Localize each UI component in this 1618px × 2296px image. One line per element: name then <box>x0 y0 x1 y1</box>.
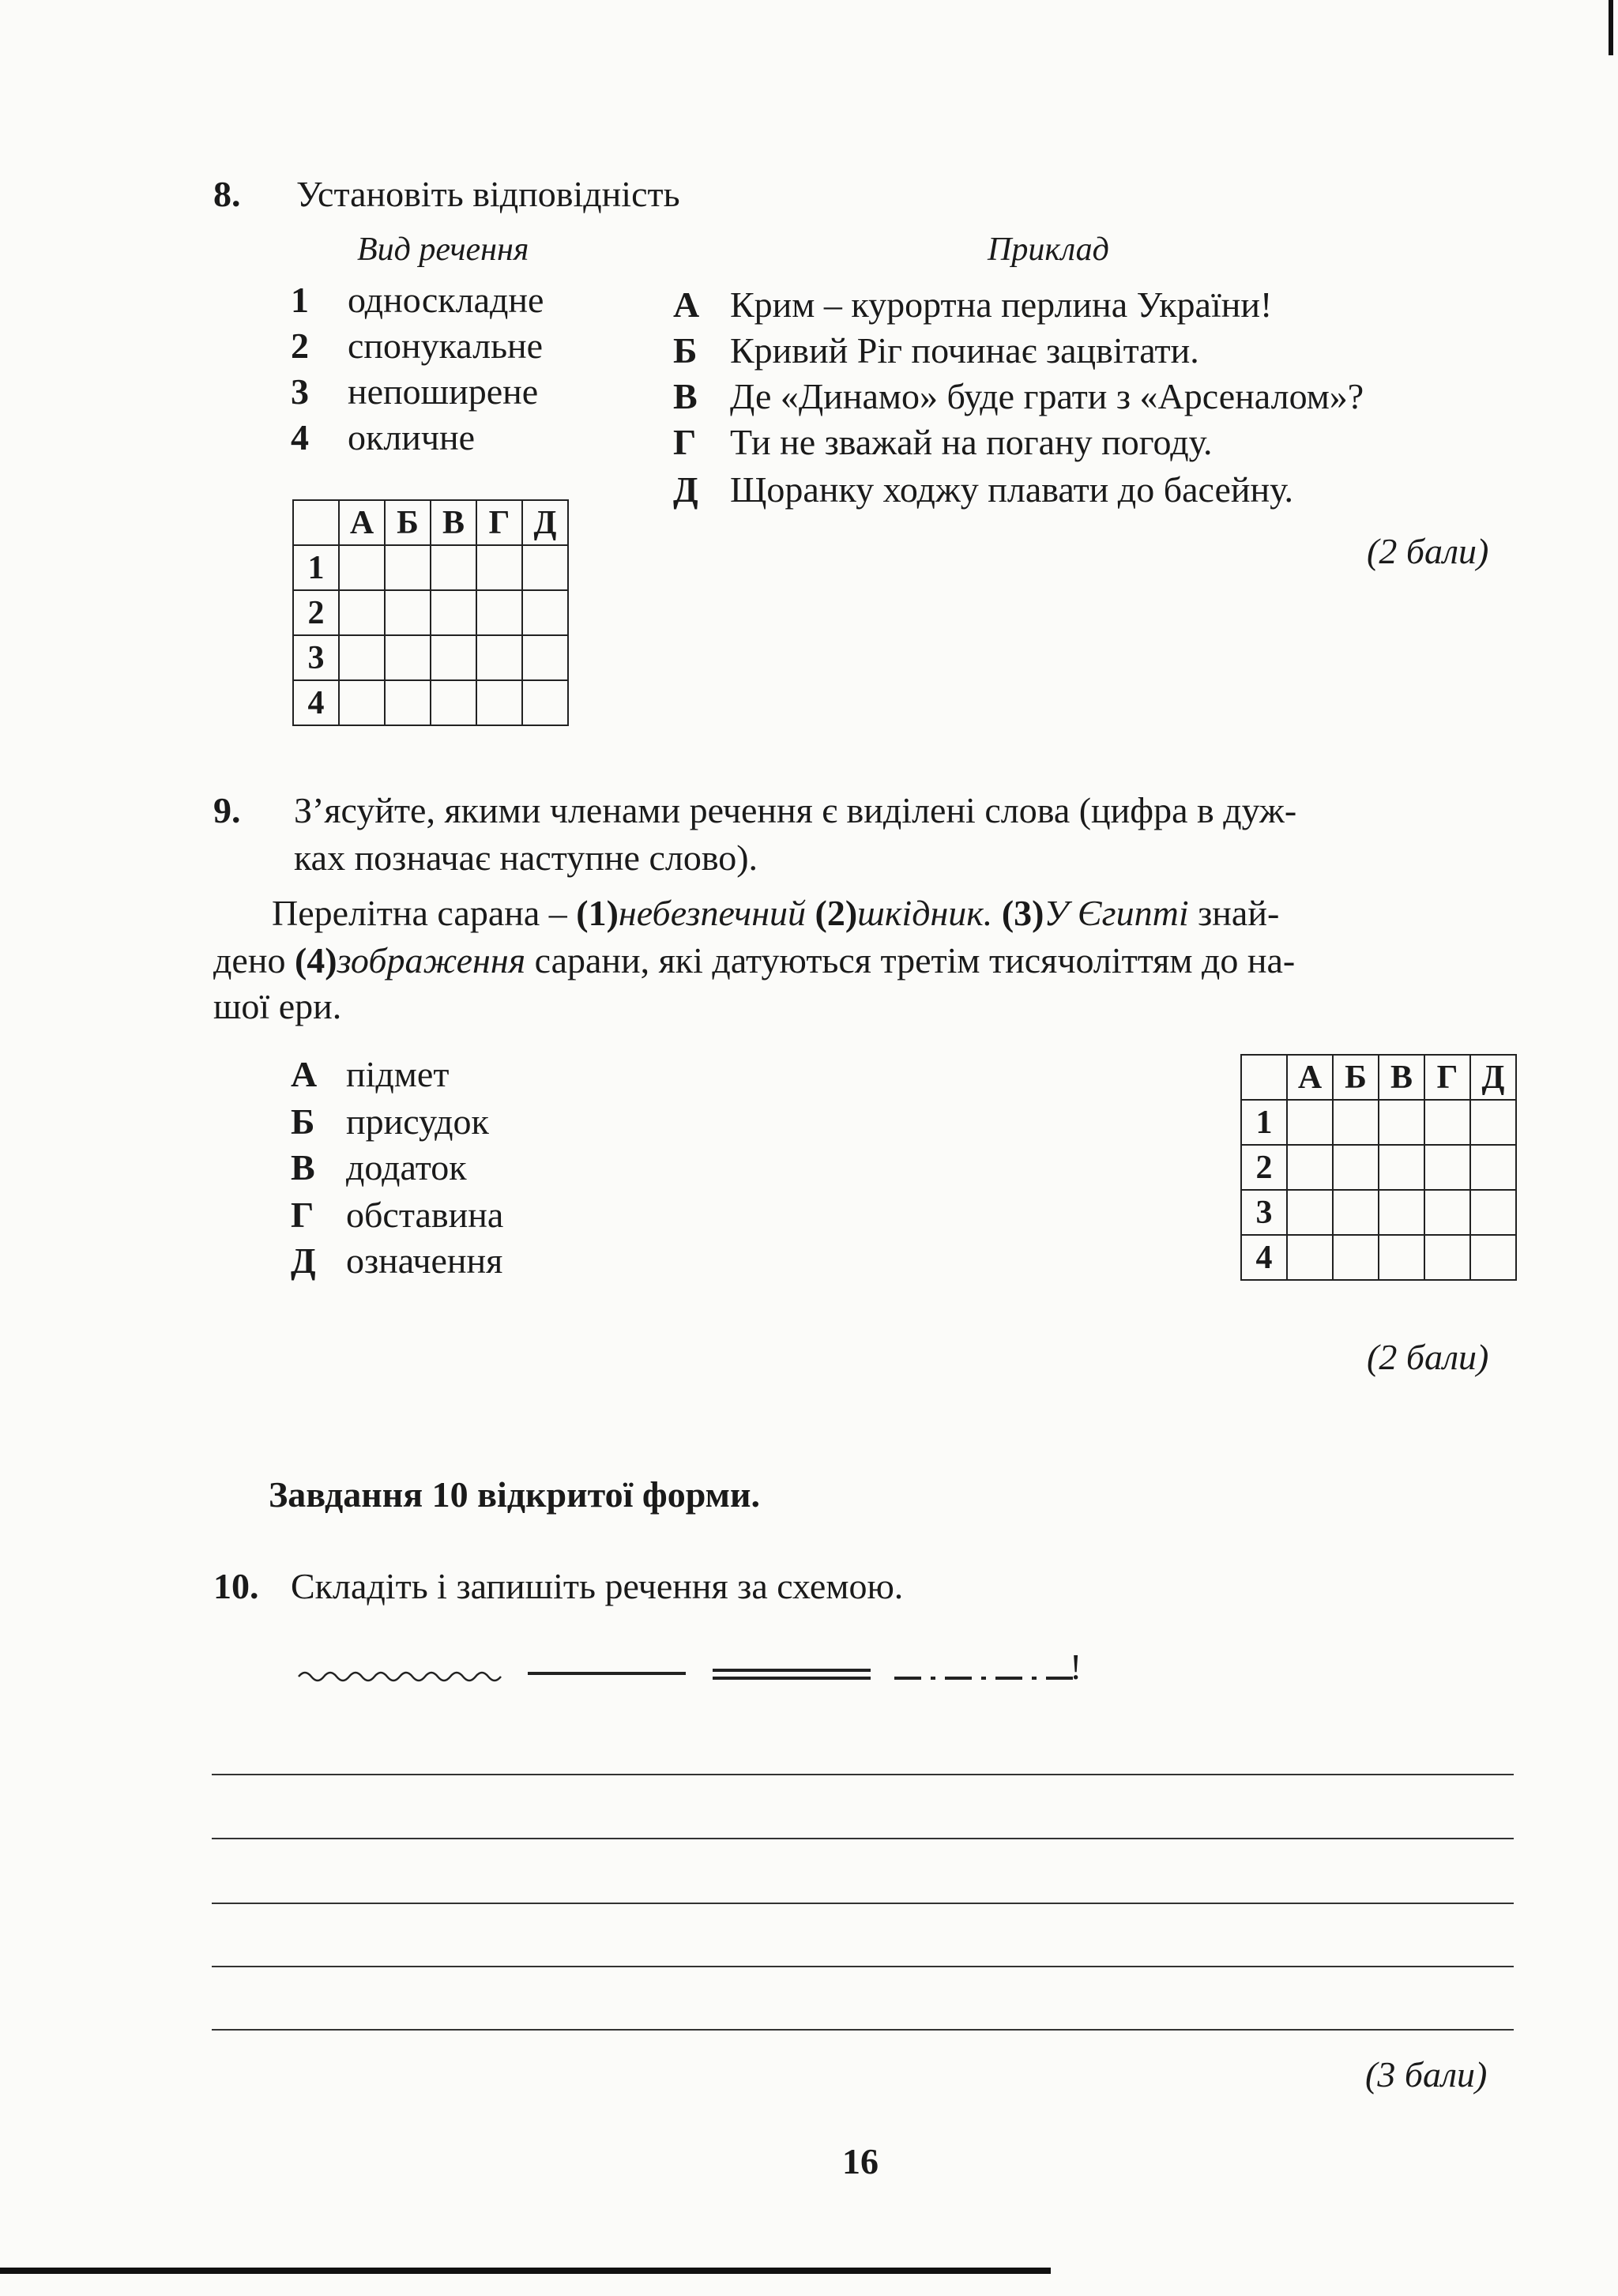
grid-col-header: Г <box>476 500 522 545</box>
grid-answer-cell[interactable] <box>522 680 568 725</box>
q9-word-marker: (2) <box>806 893 858 933</box>
q8-left-item: непоширене <box>348 371 539 412</box>
grid-answer-cell[interactable] <box>339 590 385 635</box>
grid-answer-cell[interactable] <box>522 545 568 590</box>
grid-answer-cell[interactable] <box>1333 1235 1379 1280</box>
grid-answer-cell[interactable] <box>1379 1235 1424 1280</box>
grid-row-header: 2 <box>1241 1145 1287 1190</box>
grid-corner-cell <box>293 500 339 545</box>
grid-answer-cell[interactable] <box>385 635 431 680</box>
grid-answer-cell[interactable] <box>1470 1235 1516 1280</box>
q9-sentence-text: Перелітна сарана – <box>272 893 577 933</box>
grid-answer-cell[interactable] <box>1379 1145 1424 1190</box>
q9-sentence-text: знай- <box>1188 893 1280 933</box>
grid-answer-cell[interactable] <box>476 680 522 725</box>
q9-option-text: додаток <box>346 1147 467 1188</box>
grid-col-header: В <box>1379 1055 1424 1100</box>
page-edge-mark <box>1609 0 1613 55</box>
sentence-scheme <box>292 1651 1098 1699</box>
q9-option-key: А <box>291 1054 318 1094</box>
q8-left-key: 4 <box>291 417 309 457</box>
grid-answer-cell[interactable] <box>522 635 568 680</box>
grid-answer-cell[interactable] <box>431 635 476 680</box>
q10-points: (3 бали) <box>1365 2054 1488 2095</box>
grid-corner-cell <box>1241 1055 1287 1100</box>
q8-right-item: Щоранку ходжу плавати до басейну. <box>730 469 1294 510</box>
q9-word-marker: (3) <box>992 893 1044 933</box>
q9-task-line: ках позначає наступне слово). <box>294 837 758 878</box>
grid-answer-cell[interactable] <box>476 590 522 635</box>
q9-sentence-line <box>213 983 341 1030</box>
q8-right-item: Крим – курортна перлина України! <box>730 284 1273 325</box>
grid-answer-cell[interactable] <box>431 590 476 635</box>
grid-answer-cell[interactable] <box>339 680 385 725</box>
q8-left-key: 2 <box>291 326 309 366</box>
q9-word-marker: (1) <box>576 893 619 933</box>
q9-word-marker: (4) <box>294 940 337 981</box>
q9-answer-grid <box>1240 1054 1517 1281</box>
grid-row-header: 1 <box>1241 1100 1287 1145</box>
grid-answer-cell[interactable] <box>1287 1190 1333 1235</box>
wavy-underline <box>299 1673 501 1681</box>
grid-answer-cell[interactable] <box>1379 1190 1424 1235</box>
q10-task: Складіть і запишіть речення за схемою. <box>291 1566 904 1606</box>
grid-col-header: Д <box>1470 1055 1516 1100</box>
q8-left-key: 1 <box>291 280 309 320</box>
grid-answer-cell[interactable] <box>431 680 476 725</box>
q9-option-key: Г <box>291 1195 314 1235</box>
grid-col-header: Д <box>522 500 568 545</box>
q9-sentence-text: шої ери. <box>213 986 342 1026</box>
q8-right-item: Де «Динамо» буде грати з «Арсеналом»? <box>730 376 1364 416</box>
q9-option-key: Б <box>291 1101 315 1142</box>
answer-line[interactable] <box>212 1903 1514 1904</box>
q8-number: 8. <box>213 174 241 214</box>
grid-col-header: А <box>339 500 385 545</box>
grid-answer-cell[interactable] <box>339 545 385 590</box>
grid-answer-cell[interactable] <box>385 680 431 725</box>
q8-left-key: 3 <box>291 371 309 412</box>
grid-row-header: 2 <box>293 590 339 635</box>
q8-right-key: Б <box>673 330 698 371</box>
page-bottom-edge <box>0 2268 1051 2274</box>
q8-right-item: Ти не зважай на погану погоду. <box>730 422 1213 462</box>
grid-col-header: Г <box>1424 1055 1470 1100</box>
grid-answer-cell[interactable] <box>339 635 385 680</box>
grid-answer-cell[interactable] <box>476 635 522 680</box>
q9-option-text: присудок <box>346 1101 489 1142</box>
grid-answer-cell[interactable] <box>1379 1100 1424 1145</box>
grid-col-header: А <box>1287 1055 1333 1100</box>
grid-col-header: Б <box>1333 1055 1379 1100</box>
q9-option-key: В <box>291 1147 315 1188</box>
q9-option-text: означення <box>346 1240 503 1281</box>
q9-sentence-text: дено <box>213 940 295 981</box>
q8-left-item: односкладне <box>348 280 544 320</box>
answer-line[interactable] <box>212 1838 1514 1839</box>
q8-right-key: В <box>673 376 698 416</box>
grid-answer-cell[interactable] <box>385 590 431 635</box>
q8-right-key: А <box>673 284 700 325</box>
grid-answer-cell[interactable] <box>1424 1235 1470 1280</box>
page-number: 16 <box>842 2141 879 2181</box>
answer-line[interactable] <box>212 1966 1514 1967</box>
q9-sentence-line <box>272 890 1279 937</box>
q8-answer-grid <box>292 499 569 726</box>
q9-number: 9. <box>213 790 241 830</box>
grid-row-header: 3 <box>293 635 339 680</box>
grid-answer-cell[interactable] <box>1470 1190 1516 1235</box>
answer-line[interactable] <box>212 1774 1514 1775</box>
grid-answer-cell[interactable] <box>431 545 476 590</box>
grid-row-header: 4 <box>293 680 339 725</box>
grid-answer-cell[interactable] <box>522 590 568 635</box>
grid-answer-cell[interactable] <box>1333 1145 1379 1190</box>
grid-answer-cell[interactable] <box>1287 1235 1333 1280</box>
grid-answer-cell[interactable] <box>1424 1100 1470 1145</box>
q10-number: 10. <box>213 1566 259 1606</box>
q8-left-item: окличне <box>348 417 476 457</box>
q8-right-item: Кривий Ріг починає зацвітати. <box>730 330 1199 371</box>
grid-answer-cell[interactable] <box>1287 1145 1333 1190</box>
q9-option-text: обставина <box>346 1195 504 1235</box>
grid-row-header: 3 <box>1241 1190 1287 1235</box>
grid-col-header: Б <box>385 500 431 545</box>
scheme-exclamation: ! <box>1070 1647 1082 1687</box>
grid-answer-cell[interactable] <box>385 545 431 590</box>
grid-row-header: 4 <box>1241 1235 1287 1280</box>
grid-answer-cell[interactable] <box>1470 1145 1516 1190</box>
q9-highlighted-word: небезпечний <box>618 893 807 933</box>
q9-task-line: З’ясуйте, якими членами речення є виділені слова (цифра в дуж- <box>294 790 1297 830</box>
grid-answer-cell[interactable] <box>1333 1190 1379 1235</box>
q9-highlighted-word: У Єгипті <box>1044 893 1189 933</box>
section-heading: Завдання 10 відкритої форми. <box>269 1474 760 1515</box>
grid-answer-cell[interactable] <box>1424 1190 1470 1235</box>
q9-option-text: підмет <box>346 1054 450 1094</box>
q9-sentence-text: сарани, які датуються третім тисячоліттям до на- <box>525 940 1296 981</box>
answer-line[interactable] <box>212 2029 1514 2031</box>
grid-answer-cell[interactable] <box>1424 1145 1470 1190</box>
q9-option-key: Д <box>291 1240 316 1281</box>
q9-sentence-line <box>213 937 1295 984</box>
q8-left-item: спонукальне <box>348 326 544 366</box>
q8-points: (2 бали) <box>1367 531 1489 571</box>
q8-left-header: Вид речення <box>357 231 529 268</box>
grid-col-header: В <box>431 500 476 545</box>
grid-answer-cell[interactable] <box>1333 1100 1379 1145</box>
q9-highlighted-word: зображення <box>337 940 526 981</box>
q8-title: Установіть відповідність <box>296 174 680 214</box>
grid-row-header: 1 <box>293 545 339 590</box>
q8-right-key: Д <box>673 469 698 510</box>
q9-points: (2 бали) <box>1367 1337 1489 1377</box>
grid-answer-cell[interactable] <box>1287 1100 1333 1145</box>
grid-answer-cell[interactable] <box>476 545 522 590</box>
q8-right-key: Г <box>673 422 697 462</box>
q8-right-header: Приклад <box>988 231 1109 268</box>
q9-highlighted-word: шкідник. <box>857 893 993 933</box>
grid-answer-cell[interactable] <box>1470 1100 1516 1145</box>
